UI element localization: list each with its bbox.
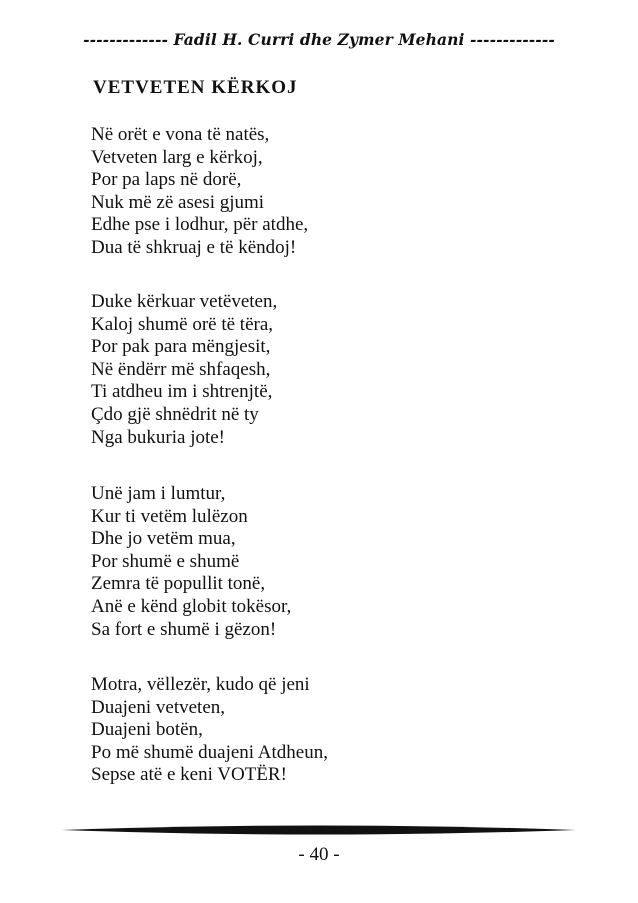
verse-line: Vetveten larg e kërkoj, (91, 146, 263, 168)
verse-line: Zemra të popullit tonë, (91, 573, 266, 595)
tapered-rule-shape (62, 826, 576, 835)
verse-line: Në ëndërr më shfaqesh, (91, 358, 271, 380)
verse-line: Anë e kënd globit tokësor, (91, 595, 292, 617)
verse-line: Po më shumë duajeni Atdheun, (91, 741, 328, 763)
stanza-1 (91, 124, 308, 260)
verse-line: Por pak para mëngjesit, (91, 336, 271, 358)
verse-line: Në orët e vona të natës, (91, 124, 270, 145)
verse-line: Duajeni botën, (91, 719, 203, 741)
verse-line: Duke kërkuar vetëveten, (91, 291, 278, 312)
verse-line: Çdo gjë shnëdrit në ty (91, 403, 259, 425)
verse-line: Sepse atë e keni VOTËR! (91, 764, 287, 786)
stanza-4 (91, 674, 328, 787)
verse-line: Por shumë e shumë (91, 550, 240, 572)
footer-rule (62, 822, 576, 838)
verse-line: Dhe jo vetëm mua, (91, 528, 236, 550)
verse-line: Kaloj shumë orë të tëra, (91, 313, 274, 335)
verse-line: Duajeni vetveten, (91, 696, 226, 718)
verse-line: Dua të shkruaj e të këndoj! (91, 236, 297, 258)
stanza-2 (91, 291, 277, 449)
verse-line: Unë jam i lumtur, (91, 483, 226, 504)
verse-line: Ti atdheu im i shtrenjtë, (91, 381, 273, 403)
verse-line: Nuk më zë asesi gjumi (91, 191, 265, 213)
verse-line: Edhe pse i lodhur, për atdhe, (91, 214, 309, 236)
verse-line: Sa fort e shumë i gëzon! (91, 618, 277, 640)
verse-line: Nga bukuria jote! (91, 426, 226, 448)
stanza-3 (91, 483, 291, 641)
poem-title: VETVETEN KËRKOJ (93, 77, 298, 98)
verse-line: Por pa laps në dorë, (91, 169, 242, 191)
running-header: ------------- Fadil H. Curri dhe Zymer Mehani ------------- (83, 30, 555, 49)
verse-line: Kur ti vetëm lulëzon (91, 505, 248, 527)
page-number: - 40 - (298, 844, 340, 865)
verse-line: Motra, vëllezër, kudo që jeni (91, 674, 310, 695)
